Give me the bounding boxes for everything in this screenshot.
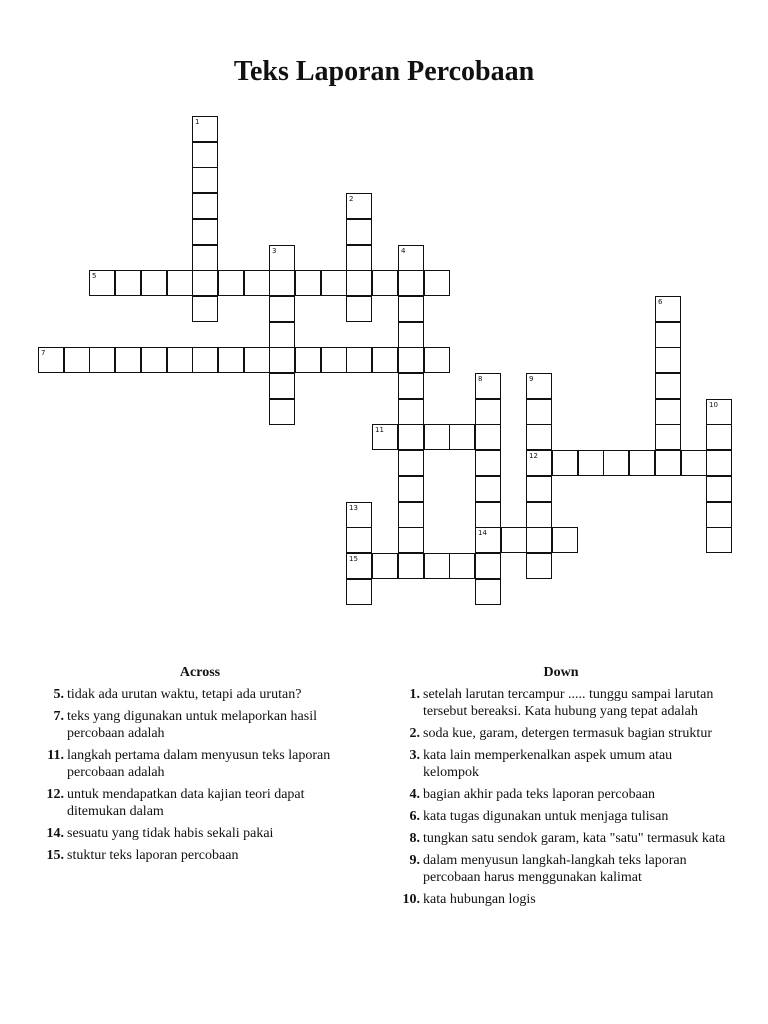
grid-cell — [578, 450, 604, 476]
grid-cell — [681, 450, 707, 476]
grid-cell — [526, 502, 552, 528]
grid-cell — [192, 347, 218, 373]
clue-text: stuktur teks laporan percobaan — [67, 848, 239, 863]
grid-cell — [655, 450, 681, 476]
grid-cell — [424, 347, 450, 373]
grid-cell — [629, 450, 655, 476]
cell-number: 10 — [709, 401, 718, 409]
grid-cell — [89, 347, 115, 373]
grid-cell — [501, 527, 527, 553]
down-clue — [396, 852, 726, 886]
cell-number: 1 — [195, 118, 200, 126]
down-clue — [396, 830, 726, 847]
grid-cell — [398, 399, 424, 425]
clue-text: untuk mendapatkan data kajian teori dapat ditemukan dalam — [67, 787, 305, 819]
grid-cell — [398, 502, 424, 528]
grid-cell — [192, 193, 218, 219]
grid-cell — [475, 450, 501, 476]
grid-cell — [141, 347, 167, 373]
grid-cell — [398, 424, 424, 450]
down-clue — [396, 891, 726, 908]
grid-cell — [372, 347, 398, 373]
grid-cell — [38, 347, 64, 373]
grid-cell — [449, 553, 475, 579]
grid-cell — [475, 476, 501, 502]
grid-cell — [192, 142, 218, 168]
grid-cell — [346, 579, 372, 605]
grid-cell — [141, 270, 167, 296]
grid-cell — [244, 270, 270, 296]
clue-text: tungkan satu sendok garam, kata "satu" termasuk kata — [423, 831, 726, 846]
grid-cell — [346, 553, 372, 579]
grid-cell — [603, 450, 629, 476]
clue-number: 1. — [409, 687, 420, 702]
clue-number: 10. — [402, 892, 420, 907]
down-clue — [396, 686, 726, 720]
grid-cell — [526, 527, 552, 553]
grid-cell — [706, 502, 732, 528]
grid-cell — [526, 399, 552, 425]
grid-cell — [398, 476, 424, 502]
grid-cell — [398, 270, 424, 296]
clue-text: teks yang digunakan untuk melaporkan hasil percobaan adalah — [67, 709, 317, 741]
across-clue — [40, 747, 360, 781]
cell-number: 7 — [41, 349, 46, 357]
grid-cell — [218, 347, 244, 373]
grid-cell — [321, 347, 347, 373]
across-clue — [40, 708, 360, 742]
clue-text: langkah pertama dalam menyusun teks laporan percobaan adalah — [67, 748, 331, 780]
clue-number: 4. — [409, 787, 420, 802]
grid-cell — [218, 270, 244, 296]
grid-cell — [398, 296, 424, 322]
down-clue — [396, 786, 726, 803]
grid-cell — [475, 502, 501, 528]
clue-text: bagian akhir pada teks laporan percobaan — [423, 787, 656, 802]
grid-cell — [526, 476, 552, 502]
grid-cell — [398, 553, 424, 579]
grid-cell — [346, 219, 372, 245]
grid-cell — [655, 322, 681, 348]
clue-text: sesuatu yang tidak habis sekali pakai — [67, 826, 274, 841]
down-clues — [396, 664, 726, 913]
grid-cell — [295, 347, 321, 373]
grid-cell — [475, 579, 501, 605]
grid-cell — [398, 347, 424, 373]
grid-cell — [346, 527, 372, 553]
clue-text: kata tugas digunakan untuk menjaga tulisan — [423, 809, 669, 824]
grid-cell — [167, 270, 193, 296]
grid-cell — [424, 424, 450, 450]
grid-cell — [269, 373, 295, 399]
grid-cell — [526, 450, 552, 476]
down-clue — [396, 808, 726, 825]
across-clue — [40, 847, 360, 864]
clue-text: dalam menyusun langkah-langkah teks laporan percobaan harus menggunakan kalimat — [423, 853, 687, 885]
clue-text: setelah larutan tercampur ..... tunggu sampai larutan tersebut bereaksi. Kata hubung yang tepat adalah — [423, 687, 714, 719]
grid-cell — [526, 373, 552, 399]
grid-cell — [526, 424, 552, 450]
cell-number: 5 — [92, 272, 97, 280]
grid-cell — [167, 347, 193, 373]
cell-number: 2 — [349, 195, 354, 203]
clue-text: kata hubungan logis — [423, 892, 536, 907]
grid-cell — [346, 347, 372, 373]
grid-cell — [424, 270, 450, 296]
grid-cell — [269, 270, 295, 296]
grid-cell — [89, 270, 115, 296]
grid-cell — [244, 347, 270, 373]
grid-cell — [655, 424, 681, 450]
grid-cell — [346, 245, 372, 271]
grid-cell — [321, 270, 347, 296]
cell-number: 12 — [529, 452, 538, 460]
grid-cell — [706, 424, 732, 450]
down-heading: Down — [543, 665, 579, 680]
cell-number: 9 — [529, 375, 534, 383]
grid-cell — [706, 527, 732, 553]
cell-number: 11 — [375, 426, 384, 434]
down-clue — [396, 747, 726, 781]
page-title: Teks Laporan Percobaan — [233, 56, 535, 87]
cell-number: 8 — [478, 375, 483, 383]
grid-cell — [398, 527, 424, 553]
clue-text: tidak ada urutan waktu, tetapi ada urutan? — [67, 687, 302, 702]
clue-number: 8. — [409, 831, 420, 846]
clue-number: 11. — [47, 748, 64, 763]
clue-number: 14. — [46, 826, 64, 841]
grid-cell — [655, 296, 681, 322]
across-heading: Across — [179, 665, 221, 680]
grid-cell — [372, 270, 398, 296]
grid-cell — [655, 373, 681, 399]
grid-cell — [372, 424, 398, 450]
grid-cell — [192, 270, 218, 296]
clue-number: 9. — [409, 853, 420, 868]
across-clue — [40, 825, 360, 842]
grid-cell — [115, 270, 141, 296]
clue-text: kata lain memperkenalkan aspek umum atau kelompok — [423, 748, 673, 780]
grid-cell — [424, 553, 450, 579]
clue-number: 6. — [409, 809, 420, 824]
grid-cell — [706, 476, 732, 502]
grid-cell — [295, 270, 321, 296]
grid-cell — [552, 450, 578, 476]
grid-cell — [475, 399, 501, 425]
grid-cell — [192, 296, 218, 322]
clue-number: 3. — [409, 748, 420, 763]
across-clue — [40, 786, 360, 820]
grid-cell — [346, 296, 372, 322]
cell-number: 6 — [658, 298, 663, 306]
grid-cell — [269, 322, 295, 348]
across-clue — [40, 686, 360, 703]
grid-cell — [115, 347, 141, 373]
grid-cell — [398, 450, 424, 476]
grid-cell — [269, 399, 295, 425]
grid-cell — [475, 373, 501, 399]
clue-text: soda kue, garam, detergen termasuk bagian struktur — [423, 726, 712, 741]
clue-number: 2. — [409, 726, 420, 741]
grid-cell — [526, 553, 552, 579]
grid-cell — [346, 270, 372, 296]
grid-cell — [552, 527, 578, 553]
grid-cell — [398, 322, 424, 348]
clue-number: 5. — [53, 687, 64, 702]
grid-cell — [346, 193, 372, 219]
grid-cell — [655, 347, 681, 373]
grid-cell — [475, 527, 501, 553]
grid-cell — [192, 219, 218, 245]
grid-cell — [192, 245, 218, 271]
cell-number: 15 — [349, 555, 358, 563]
grid-cell — [64, 347, 90, 373]
grid-cell — [398, 245, 424, 271]
cell-number: 4 — [401, 247, 406, 255]
grid-cell — [346, 502, 372, 528]
grid-cell — [706, 399, 732, 425]
clue-number: 7. — [53, 709, 64, 724]
grid-cell — [398, 373, 424, 399]
grid-cell — [475, 424, 501, 450]
grid-cell — [269, 245, 295, 271]
down-clue — [396, 725, 726, 742]
grid-cell — [269, 296, 295, 322]
across-clues — [40, 664, 360, 869]
grid-cell — [192, 167, 218, 193]
grid-cell — [372, 553, 398, 579]
cell-number: 13 — [349, 504, 358, 512]
grid-cell — [269, 347, 295, 373]
cell-number: 14 — [478, 529, 487, 537]
clue-number: 12. — [46, 787, 64, 802]
grid-cell — [192, 116, 218, 142]
grid-cell — [475, 553, 501, 579]
grid-cell — [706, 450, 732, 476]
grid-cell — [449, 424, 475, 450]
clue-number: 15. — [46, 848, 64, 863]
cell-number: 3 — [272, 247, 277, 255]
grid-cell — [655, 399, 681, 425]
